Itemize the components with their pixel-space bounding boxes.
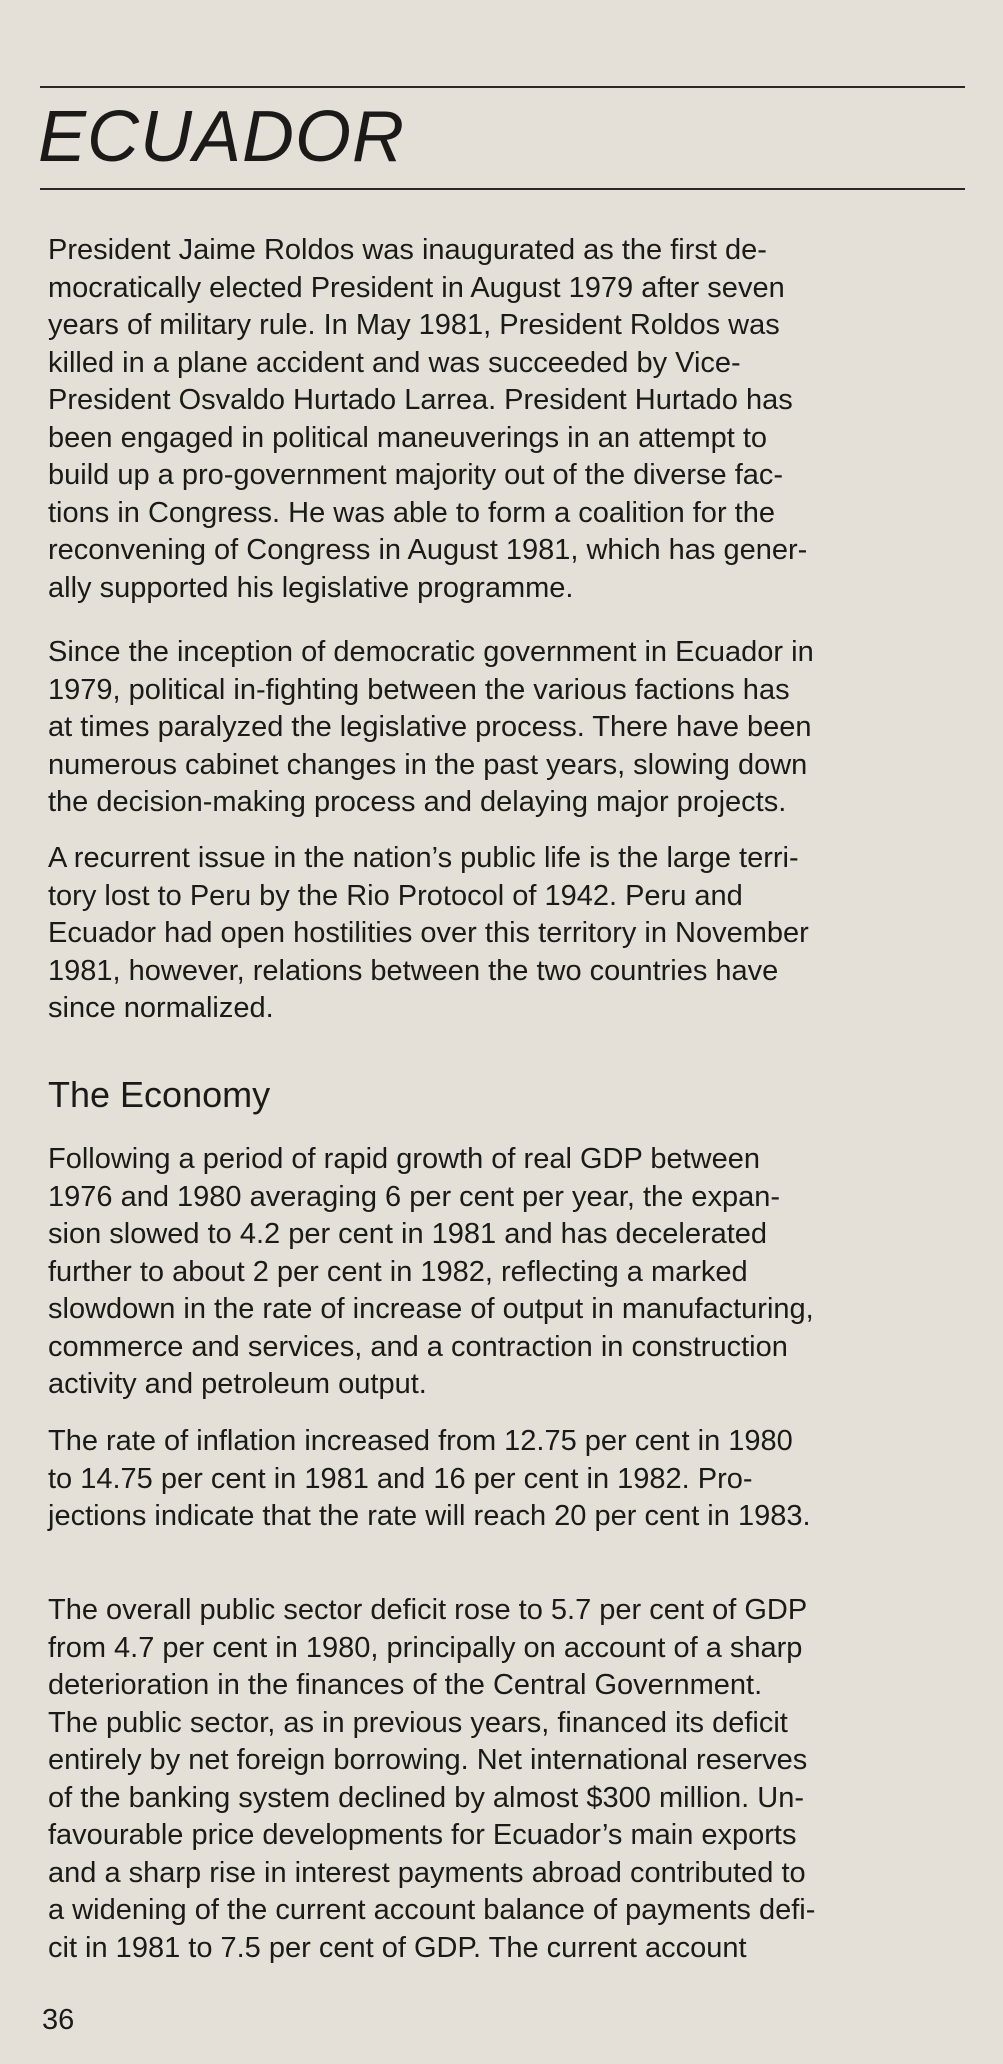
text-line: activity and petroleum output. [48, 1368, 427, 1400]
text-line: Ecuador had open hostilities over this territory in November [48, 917, 809, 949]
text-line: build up a pro-government majority out of the diverse fac- [48, 459, 784, 491]
text-line: The overall public sector deficit rose to 5.7 per cent of GDP [48, 1594, 808, 1626]
page-number: 36 [42, 2004, 75, 2036]
text-line: Following a period of rapid growth of real GDP between [48, 1143, 760, 1175]
text-line: cit in 1981 to 7.5 per cent of GDP. The current account [48, 1931, 747, 1964]
intro-paragraph-1 [48, 232, 807, 607]
text-line: favourable price developments for Ecuador’s main exports [48, 1819, 797, 1851]
economy-paragraph-1 [48, 1141, 814, 1404]
text-line: years of military rule. In May 1981, President Roldos was [48, 309, 780, 341]
text-line: reconvening of Congress in August 1981, which has gener- [48, 534, 808, 566]
text-line: ally supported his legislative programme. [48, 571, 574, 604]
text-line: entirely by net foreign borrowing. Net international reserves [48, 1744, 808, 1776]
title-bottom-rule [40, 188, 965, 190]
text-line: Since the inception of democratic government in Ecuador in [48, 636, 814, 668]
text-line: deterioration in the finances of the Central Government. [48, 1669, 763, 1701]
text-line: since normalized. [48, 992, 274, 1024]
intro-paragraph-3 [48, 840, 809, 1028]
economy-paragraph-2 [48, 1423, 811, 1536]
text-line: killed in a plane accident and was succeeded by Vice- [48, 346, 741, 379]
text-line: at times paralyzed the legislative process. There have been [48, 711, 812, 743]
text-line: jections indicate that the rate will reach 20 per cent in 1983. [48, 1500, 811, 1532]
text-line: from 4.7 per cent in 1980, principally on account of a sharp [48, 1631, 803, 1664]
text-line: and a sharp rise in interest payments abroad contributed to [48, 1856, 806, 1889]
text-line: slowdown in the rate of increase of output in manufacturing, [48, 1293, 814, 1325]
text-line: the decision-making process and delaying major projects. [48, 786, 787, 818]
text-line: 1976 and 1980 averaging 6 per cent per year, the expan- [48, 1180, 780, 1213]
text-line: tions in Congress. He was able to form a coalition for the [48, 496, 775, 529]
intro-paragraph-2 [48, 634, 814, 822]
text-line: been engaged in political maneuverings in an attempt to [48, 421, 768, 454]
text-line: further to about 2 per cent in 1982, reflecting a marked [48, 1255, 748, 1288]
text-line: mocratically elected President in August 1979 after seven [48, 271, 785, 304]
text-line: President Jaime Roldos was inaugurated as the first de- [48, 234, 767, 266]
text-line: 1979, political in-fighting between the various factions has [48, 673, 790, 706]
text-line: The public sector, as in previous years, financed its deficit [48, 1706, 788, 1739]
text-line: sion slowed to 4.2 per cent in 1981 and has decelerated [48, 1218, 768, 1250]
text-line: commerce and services, and a contraction in construction [48, 1330, 788, 1363]
text-line: tory lost to Peru by the Rio Protocol of 1942. Peru and [48, 879, 743, 912]
text-line: President Osvaldo Hurtado Larrea. President Hurtado has [48, 384, 793, 416]
text-line: to 14.75 per cent in 1981 and 16 per cent in 1982. Pro- [48, 1462, 753, 1495]
title-top-rule [40, 86, 965, 88]
text-line: A recurrent issue in the nation’s public life is the large terri- [48, 842, 799, 874]
page-title: ECUADOR [38, 97, 406, 177]
economy-paragraph-3 [48, 1592, 815, 1967]
text-line: of the banking system declined by almost $300 million. Un- [48, 1781, 804, 1814]
text-line: a widening of the current account balance of payments defi- [48, 1894, 816, 1926]
text-line: numerous cabinet changes in the past years, slowing down [48, 748, 808, 781]
text-line: 1981, however, relations between the two countries have [48, 954, 779, 987]
text-line: The rate of inflation increased from 12.75 per cent in 1980 [48, 1425, 793, 1457]
section-heading-economy: The Economy [48, 1074, 271, 1115]
